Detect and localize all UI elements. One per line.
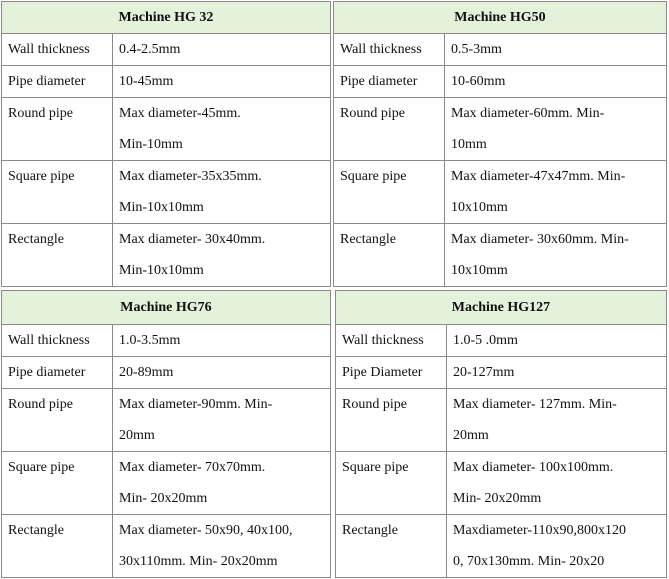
value-line: Max diameter- 30x40mm.	[119, 232, 266, 247]
row-label-wall-thickness: Wall thickness	[2, 325, 113, 357]
row-value-rectangle	[445, 224, 667, 287]
value-line: Max diameter-47x47mm. Min-	[451, 169, 626, 184]
row-value-square-pipe	[447, 452, 667, 515]
row-label-rectangle: Rectangle	[2, 224, 113, 287]
row-label-rectangle: Rectangle	[2, 515, 113, 578]
row-value-wall-thickness: 0.5-3mm	[445, 34, 667, 66]
row-value-rectangle	[113, 224, 331, 287]
row-value-round-pipe	[445, 98, 667, 161]
value-line: 30x110mm. Min- 20x20mm	[119, 554, 278, 569]
row-label-square-pipe: Square pipe	[2, 452, 113, 515]
value-line: Max diameter- 70x70mm.	[119, 460, 266, 475]
value-line: Max diameter-35x35mm.	[119, 169, 262, 184]
row-label-square-pipe: Square pipe	[2, 161, 113, 224]
row-label-rectangle: Rectangle	[336, 515, 447, 578]
spec-table-hg32	[1, 1, 331, 287]
value-line: Min- 20x20mm	[119, 491, 208, 506]
value-line: Max diameter-90mm. Min-	[119, 397, 273, 412]
row-value-pipe-diameter: 10-60mm	[445, 66, 667, 98]
value-line: Max diameter- 100x100mm.	[453, 460, 614, 475]
row-label-round-pipe: Round pipe	[334, 98, 445, 161]
value-line: Max diameter- 50x90, 40x100,	[119, 523, 293, 538]
row-value-square-pipe	[445, 161, 667, 224]
spec-table-hg76	[1, 290, 331, 578]
row-value-wall-thickness: 0.4-2.5mm	[113, 34, 331, 66]
row-value-rectangle	[113, 515, 331, 578]
value-line: Min- 20x20mm	[453, 491, 542, 506]
row-label-pipe-diameter: Pipe diameter	[334, 66, 445, 98]
value-line: 20mm	[119, 428, 155, 443]
row-label-wall-thickness: Wall thickness	[334, 34, 445, 66]
row-label-wall-thickness: Wall thickness	[336, 325, 447, 357]
row-value-wall-thickness: 1.0-3.5mm	[113, 325, 331, 357]
row-value-square-pipe	[113, 452, 331, 515]
value-line: Min-10mm	[119, 137, 183, 152]
row-value-round-pipe	[447, 389, 667, 452]
value-line: 0, 70x130mm. Min- 20x20	[453, 554, 605, 569]
value-line: Max diameter-45mm.	[119, 106, 241, 121]
value-line: Max diameter- 30x60mm. Min-	[451, 232, 629, 247]
row-value-pipe-diameter: 20-89mm	[113, 357, 331, 389]
row-label-square-pipe: Square pipe	[336, 452, 447, 515]
row-label-round-pipe: Round pipe	[336, 389, 447, 452]
row-label-pipe-diameter: Pipe Diameter	[336, 357, 447, 389]
row-value-pipe-diameter: 20-127mm	[447, 357, 667, 389]
spec-table-hg50	[333, 1, 667, 287]
value-line: Max diameter-60mm. Min-	[451, 106, 605, 121]
value-line: 10mm	[451, 137, 487, 152]
row-value-round-pipe	[113, 389, 331, 452]
row-value-square-pipe	[113, 161, 331, 224]
spec-table-hg127	[335, 290, 667, 578]
table-title: Machine HG 32	[2, 2, 331, 34]
value-line: 10x10mm	[451, 200, 508, 215]
row-label-pipe-diameter: Pipe diameter	[2, 357, 113, 389]
value-line: Min-10x10mm	[119, 263, 204, 278]
row-value-rectangle	[447, 515, 667, 578]
value-line: 20mm	[453, 428, 489, 443]
row-label-rectangle: Rectangle	[334, 224, 445, 287]
row-value-wall-thickness: 1.0-5 .0mm	[447, 325, 667, 357]
value-line: Maxdiameter-110x90,800x120	[453, 523, 626, 538]
row-label-pipe-diameter: Pipe diameter	[2, 66, 113, 98]
value-line: 10x10mm	[451, 263, 508, 278]
table-title: Machine HG76	[2, 291, 331, 325]
value-line: Min-10x10mm	[119, 200, 204, 215]
row-label-wall-thickness: Wall thickness	[2, 34, 113, 66]
row-value-round-pipe	[113, 98, 331, 161]
row-label-round-pipe: Round pipe	[2, 389, 113, 452]
row-label-round-pipe: Round pipe	[2, 98, 113, 161]
table-title: Machine HG50	[334, 2, 667, 34]
row-value-pipe-diameter: 10-45mm	[113, 66, 331, 98]
value-line: Max diameter- 127mm. Min-	[453, 397, 617, 412]
table-title: Machine HG127	[336, 291, 667, 325]
row-label-square-pipe: Square pipe	[334, 161, 445, 224]
